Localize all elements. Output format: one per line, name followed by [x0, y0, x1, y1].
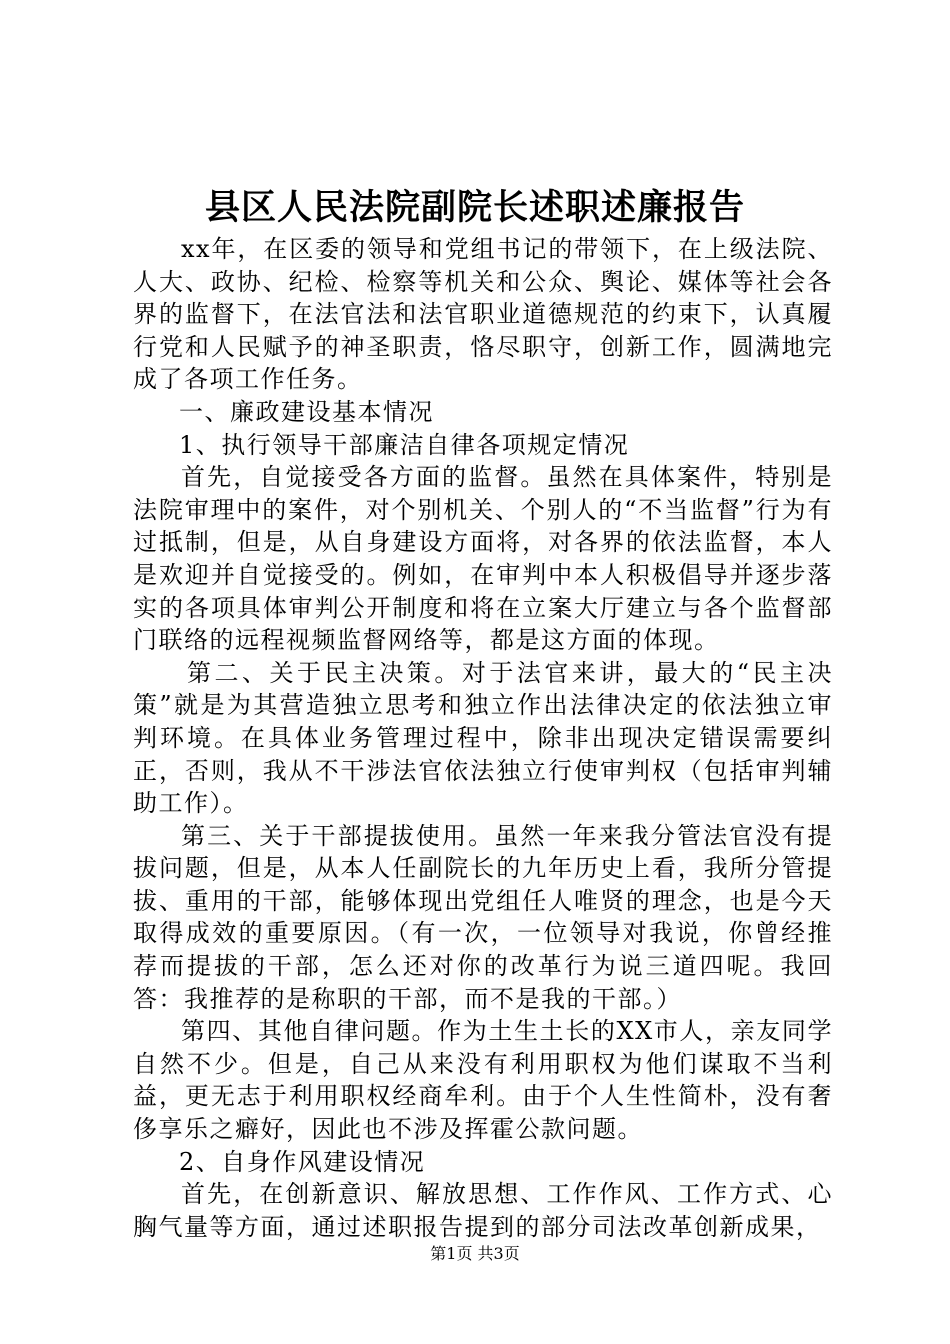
paragraph-fourth-self-discipline: 第四、其他自律问题。作为土生土长的XX市人，亲友同学自然不少。但是，自己从来没有利用职权为他们谋取不当利益，更无志于利用职权经商牟利。由于个人生性简朴，没有奢侈享乐之癖好，因此也不涉及挥霍公款问题。 [133, 1017, 833, 1144]
intro-paragraph: xx年，在区委的领导和党组书记的带领下，在上级法院、人大、政协、纪检、检察等机关和公众、舆论、媒体等社会各界的监督下，在法官法和法官职业道德规范的约束下，认真履行党和人民赋予的神圣职责，恪尽职守，创新工作，圆满地完成了各项工作任务。 [133, 235, 833, 394]
document-body [133, 233, 833, 1243]
page-footer: 第1页 共3页 [430, 1244, 520, 1263]
document-title: 县区人民法院副院长述职述廉报告 [204, 187, 745, 228]
paragraph-first-supervision: 首先，自觉接受各方面的监督。虽然在具体案件，特别是法院审理中的案件，对个别机关、个别人的“不当监督”行为有过抵制，但是，从自身建设方面将，对各界的依法监督，本人是欢迎并自觉接受的。例如，在审判中本人积极倡导并逐步落实的各项具体审判公开制度和将在立案大厅建立与各个监督部门联络的远程视频监督网络等，都是这方面的体现。 [133, 463, 833, 655]
section-heading-1: 一、廉政建设基本情况 [179, 397, 434, 426]
subsection-heading-2: 2、自身作风建设情况 [179, 1147, 426, 1176]
paragraph-style-building: 首先，在创新意识、解放思想、工作作风、工作方式、心胸气量等方面，通过述职报告提到的部分司法改革创新成果， [133, 1180, 833, 1241]
subsection-heading-1: 1、执行领导干部廉洁自律各项规定情况 [179, 430, 630, 459]
paragraph-third-cadre-promotion: 第三、关于干部提拔使用。虽然一年来我分管法官没有提拔问题，但是，从本人任副院长的九年历史上看，我所分管提拔、重用的干部，能够体现出党组任人唯贤的理念，也是今天取得成效的重要原因。（有一次，一位领导对我说，你曾经推荐而提拔的干部，怎么还对你的改革行为说三道四呢。我回答：我推荐的是称职的干部，而不是我的干部。） [133, 821, 833, 1013]
paragraph-second-democratic-decision: 第二、关于民主决策。对于法官来讲，最大的“民主决策”就是为其营造独立思考和独立作出法律决定的依法独立审判环境。在具体业务管理过程中，除非出现决定错误需要纠正，否则，我从不干涉法官依法独立行使审判权（包括审判辅助工作）。 [133, 658, 833, 818]
